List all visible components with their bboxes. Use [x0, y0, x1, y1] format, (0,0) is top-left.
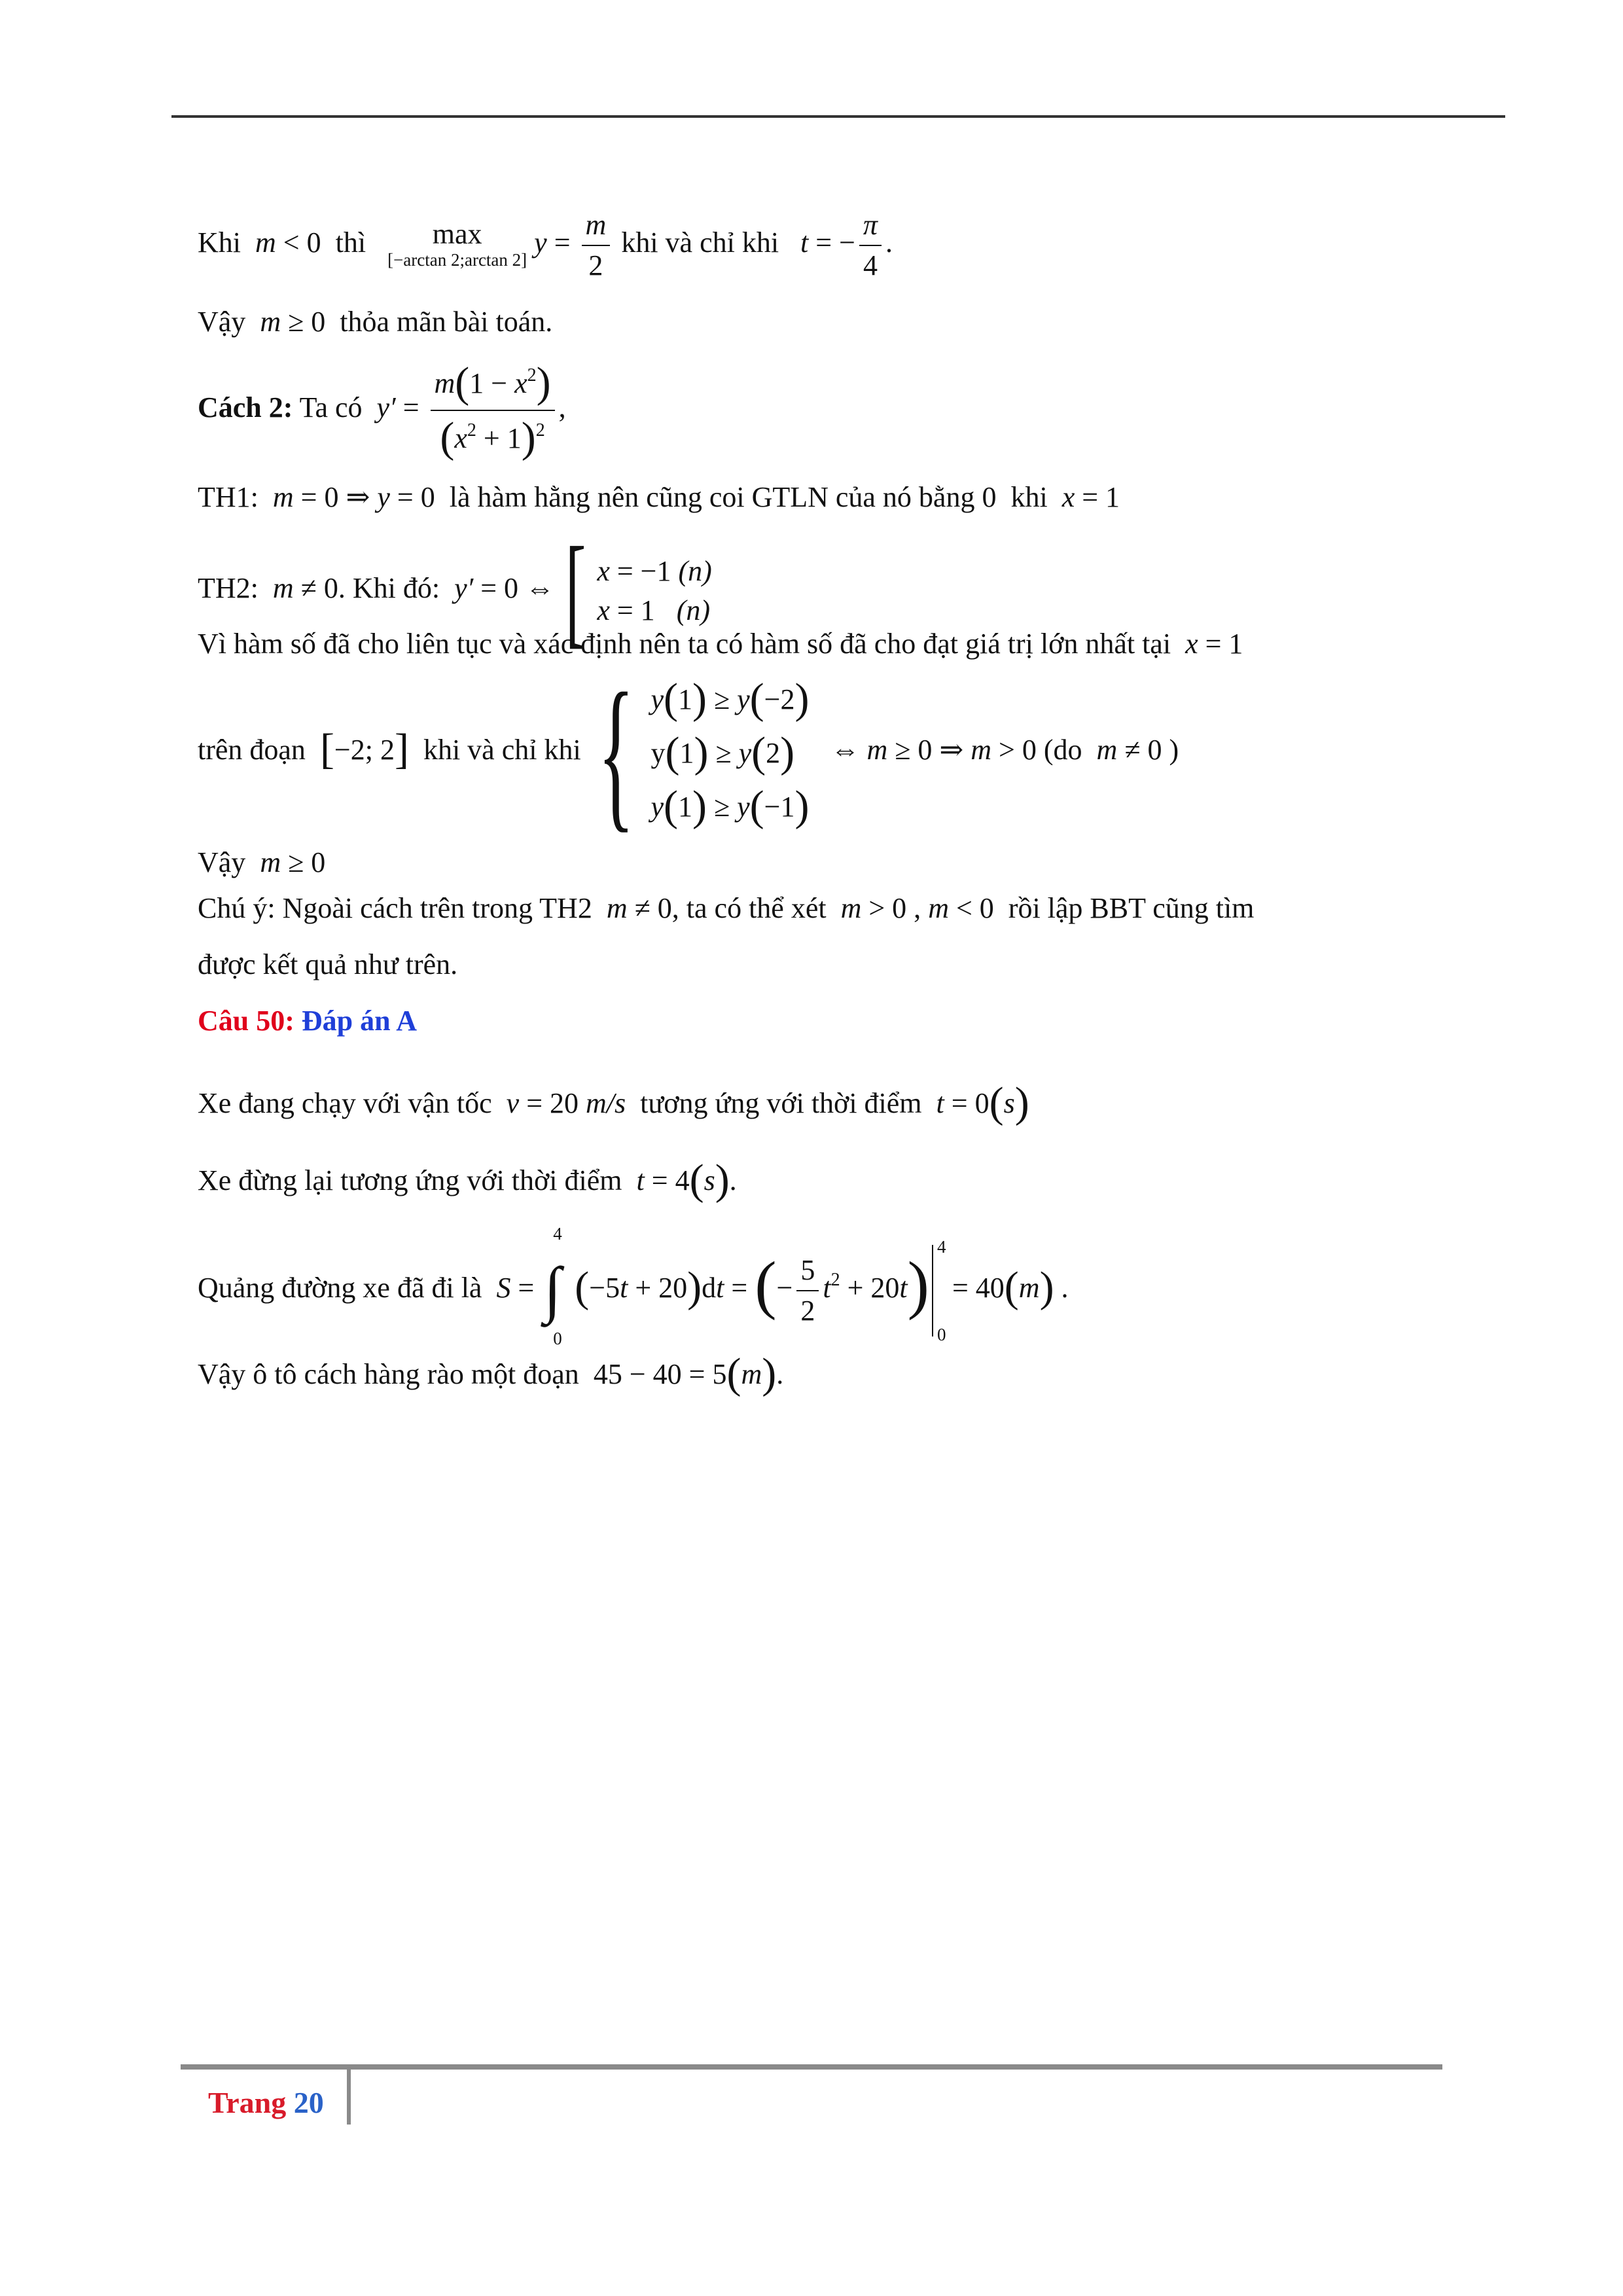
fraction-m-over-2: $\frac{m}{2}$: [582, 211, 611, 280]
question-50-heading: Câu 50: Đáp án A: [198, 1005, 417, 1037]
fraction-5-over-2: $\frac{5}{2}$: [796, 1256, 819, 1325]
line-note-end: được kết quả như trên.: [198, 948, 458, 980]
line-system: trên đoạn [−2; 2] khi và chỉ khi { y(1) ≥ y(−2) y(1) ≥ y(2) y(1) ≥ y(−1) ⇔ m ≥ 0 ⇒ m > 0 (do m ≠ 0 ): [198, 658, 1179, 847]
line-derivative: Cách 2: Ta có y′ = $\frac{m(1 - x^2)}{(x^2 + 1)^2}$ ,: [198, 359, 566, 461]
evaluation-bar: 4 0: [929, 1245, 945, 1336]
line-velocity: Xe đang chạy với vận tốc v = 20 m/s tương ứng với thời điểm t = 0(s): [198, 1079, 1029, 1126]
fraction-pi-over-4: $\frac{\pi}{4}$: [859, 211, 882, 280]
footer-rule: [181, 2064, 1442, 2070]
integral-sign: 4 ∫ 0: [544, 1224, 562, 1348]
header-rule: [171, 115, 1505, 118]
fraction-derivative: $\frac{m(1 - x^2)}{(x^2 + 1)^2}$: [431, 361, 555, 459]
line-max-condition: Khi m < 0 thì max [−arctan 2;arctan 2] y = $\frac{m}{2}$ khi và chỉ khi t = − $\frac{\pi}{4}$ .: [198, 209, 893, 281]
line-conclusion-1: Vậy m ≥ 0 thỏa mãn bài toán.: [198, 306, 553, 338]
line-max-point: Vì hàm số đã cho liên tục và xác định nên ta có hàm số đã cho đạt giá trị lớn nhất tại x = 1: [198, 628, 1243, 660]
line-case-2: TH2: m ≠ 0. Khi đó: y′ = 0 ⇔ [ x = −1 (n) x = 1 (n): [198, 522, 712, 660]
footer-divider: [347, 2070, 351, 2125]
line-final-answer: Vậy ô tô cách hàng rào một đoạn 45 − 40 = 5(m).: [198, 1350, 784, 1397]
line-conclusion-2: Vậy m ≥ 0: [198, 846, 326, 878]
page-number: Trang 20: [208, 2086, 324, 2119]
line-stop-time: Xe đừng lại tương ứng với thời điểm t = 4(s).: [198, 1156, 737, 1204]
line-case-1: TH1: m = 0 ⇒ y = 0 là hàm hằng nên cũng coi GTLN của nó bằng 0 khi x = 1: [198, 481, 1120, 513]
line-note: Chú ý: Ngoài cách trên trong TH2 m ≠ 0, ta có thể xét m > 0 , m < 0 rồi lập BBT cũng tìm: [198, 892, 1255, 924]
line-distance-integral: Quảng đường xe đã đi là S = 4 ∫ 0 (−5t + 20)dt = (− $\frac{5}{2}$ $t^2 + 20t$) 4 0 = 40(m) .: [198, 1224, 1069, 1348]
